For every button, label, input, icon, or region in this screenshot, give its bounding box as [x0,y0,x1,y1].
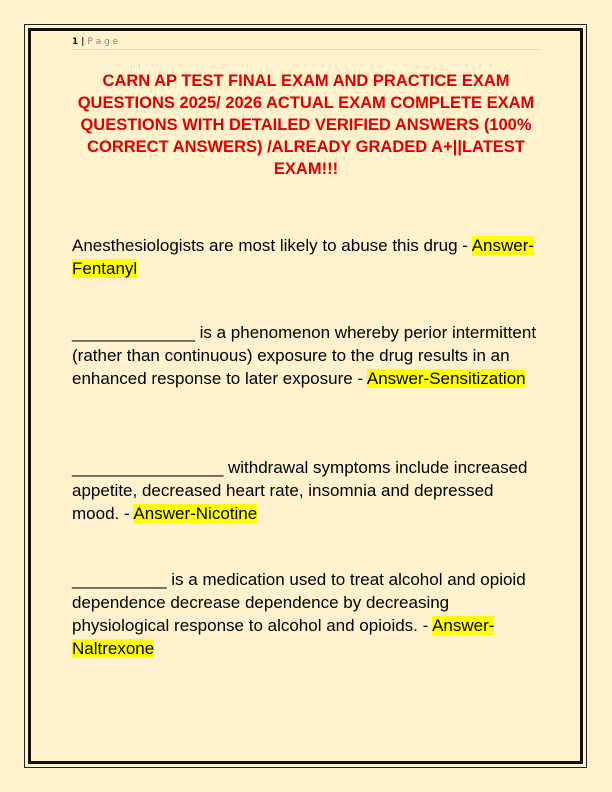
question-item [72,456,542,525]
answer-text: Answer-Sensitization [366,369,526,388]
page-number: 1 [72,37,79,47]
document-title: CARN AP TEST FINAL EXAM AND PRACTICE EXAM QUESTIONS 2025/ 2026 ACTUAL EXAM COMPLETE EXAM QUESTIONS WITH DETAILED VERIFIED ANSWERS (100% CORRECT ANSWERS) /ALREADY GRADED A+||LATEST EXAM!!! [77,72,535,178]
answer-text: Answer-Nicotine [133,504,258,523]
question-item [72,321,542,390]
answer-text: Answer-Naltrexone [72,616,495,658]
question-text: ________________ withdrawal symptoms include increased appetite, decreased heart rate, insomnia and depressed mood. - [72,458,528,523]
question-text: Anesthesiologists are most likely to abuse this drug - [72,236,472,255]
question-item [72,234,542,280]
question-item [72,568,542,660]
page-separator: | [81,37,85,47]
question-text: __________ is a medication used to treat alcohol and opioid dependence decrease dependence by decreasing physiological response to alcohol and opioids. - [72,570,526,635]
page-label: P a g e [87,37,119,47]
question-text: _____________ is a phenomenon whereby perior intermittent (rather than continuous) exposure to the drug results in an enhanced response to later exposure - [72,323,537,388]
page-header [72,37,540,50]
answer-text: Answer-Fentanyl [72,236,535,278]
